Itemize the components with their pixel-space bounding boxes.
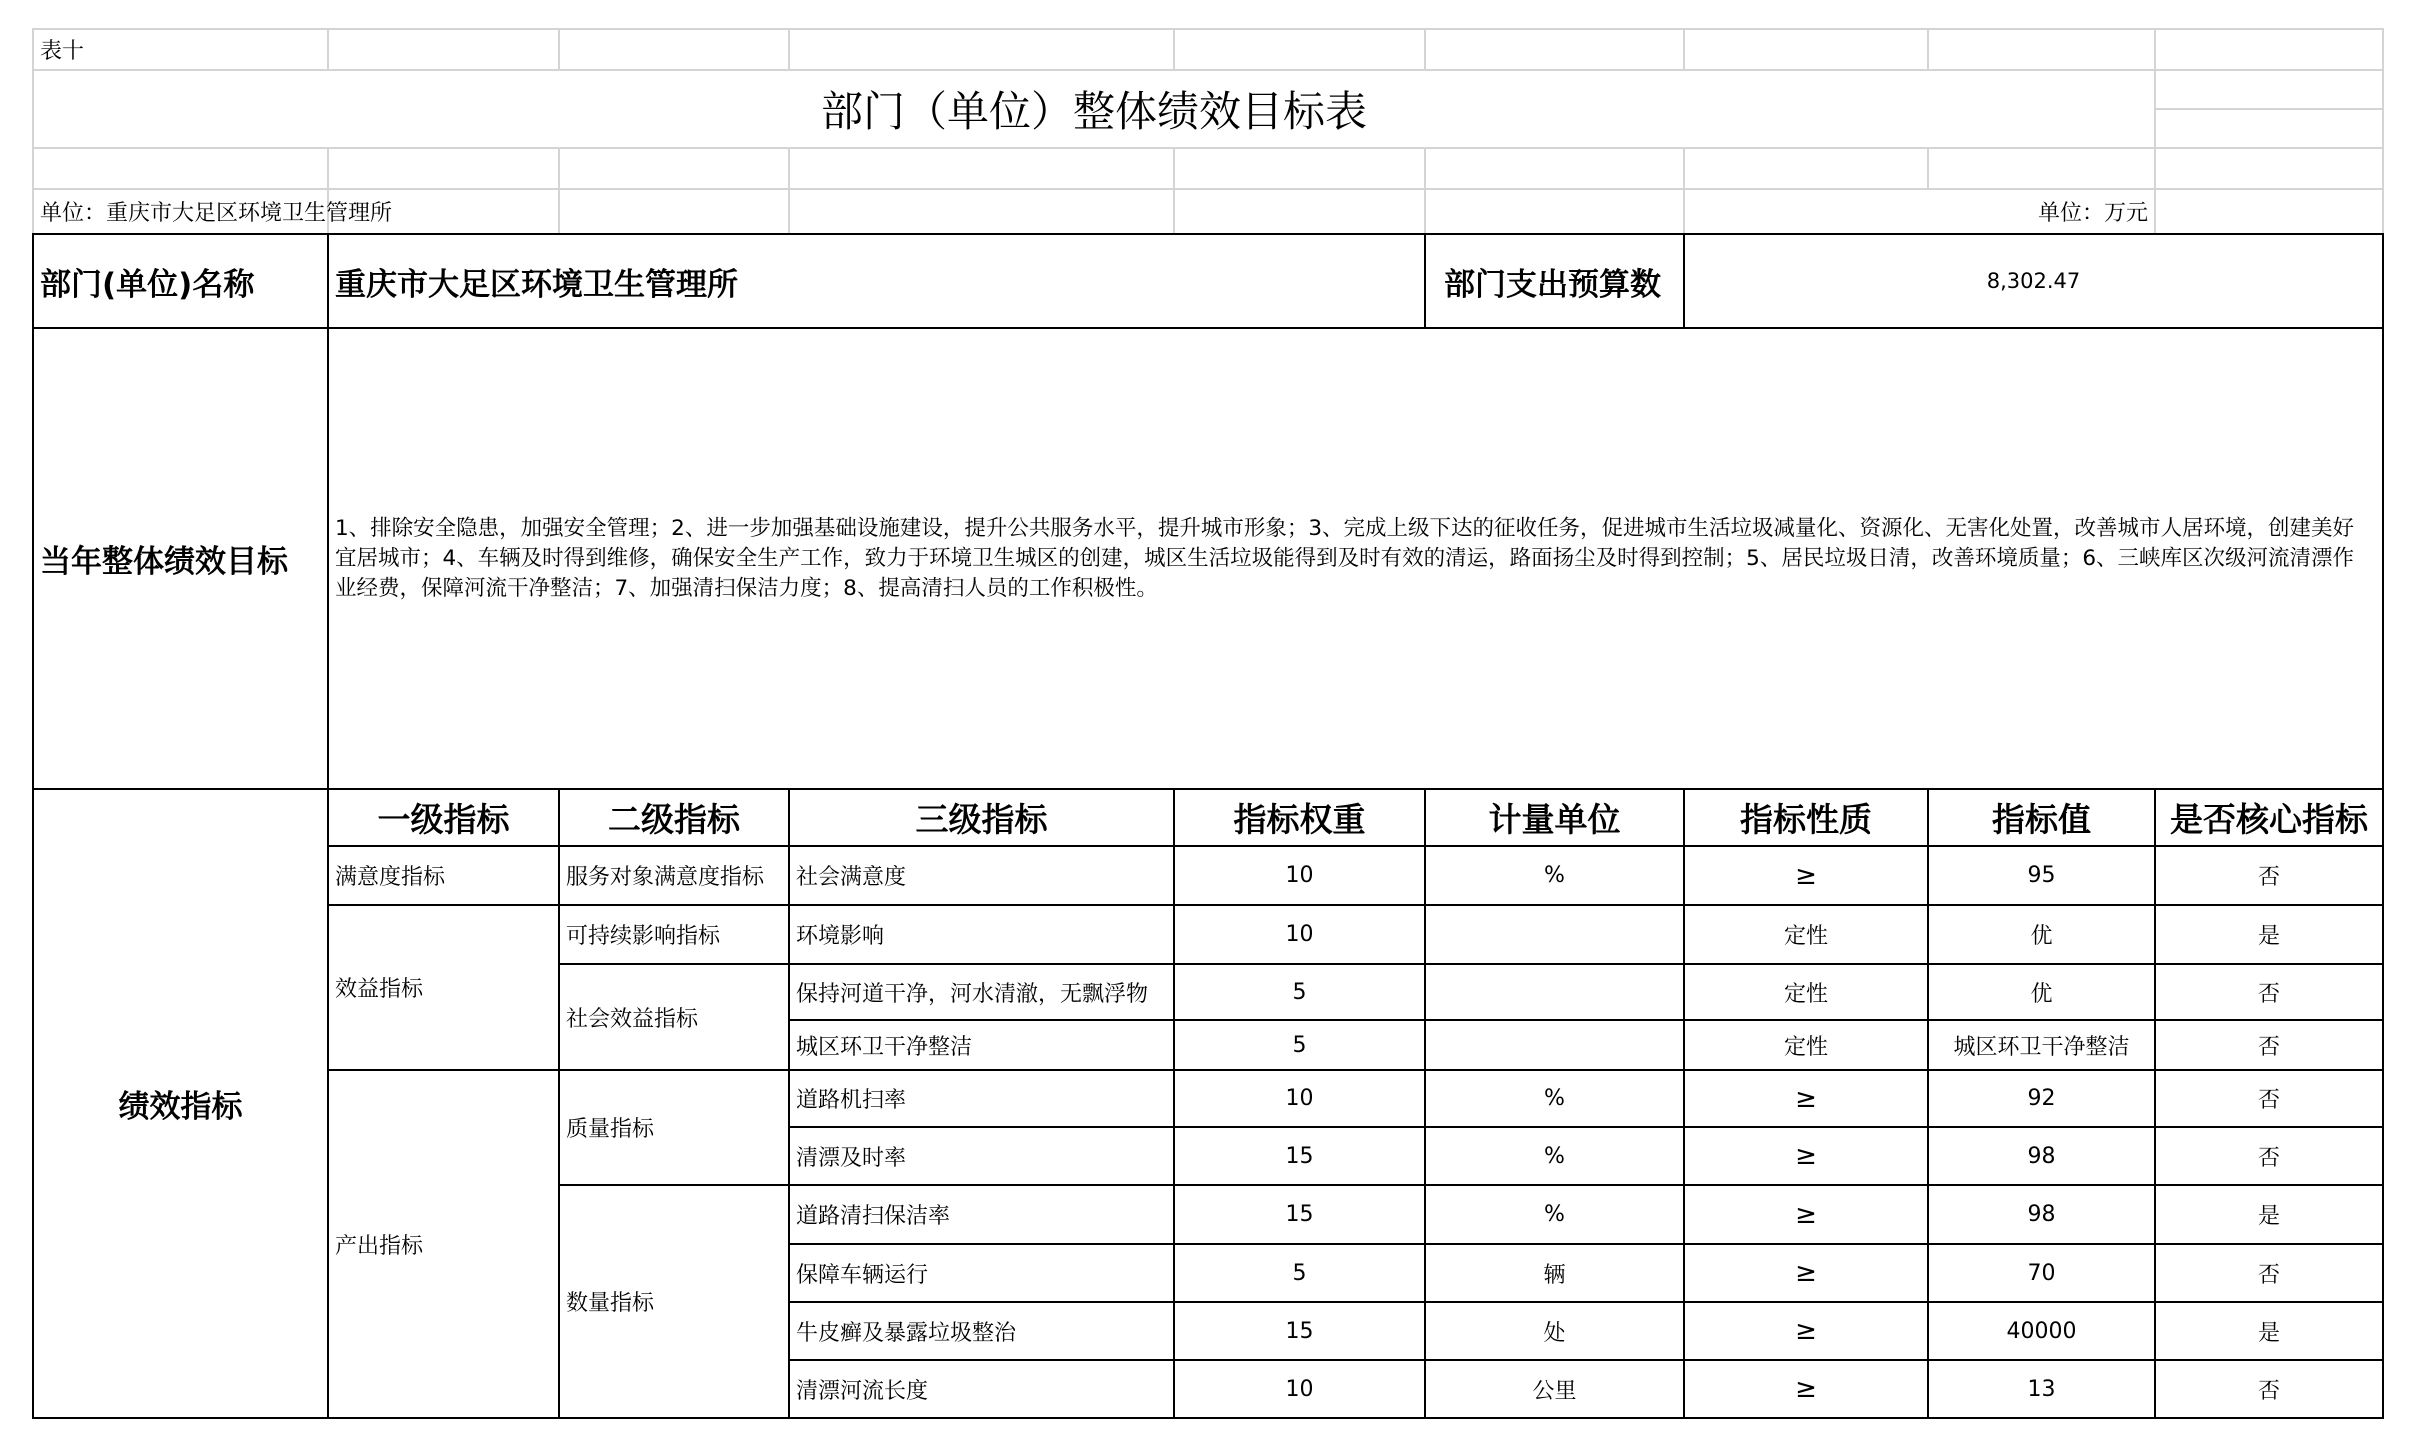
level2-quality: 质量指标 [566, 1117, 655, 1142]
level2-social-benefit: 社会效益指标 [566, 1006, 699, 1032]
grid-line [32, 147, 2384, 149]
level2-quantity: 数量指标 [566, 1291, 655, 1316]
table-border [32, 1417, 2384, 1419]
unit-left: 单位：重庆市大足区环境卫生管理所 [40, 200, 393, 226]
core-cell: 是 [2257, 924, 2280, 949]
level2-service-satisfaction: 服务对象满意度指标 [566, 865, 765, 890]
grid-line [788, 147, 790, 233]
level3-cell: 清漂河流长度 [796, 1378, 929, 1404]
unit-cell: % [1544, 1143, 1565, 1169]
value-cell: 98 [2027, 1143, 2056, 1169]
weight-cell: 15 [1285, 1318, 1314, 1344]
level1-benefit: 效益指标 [335, 977, 424, 1002]
nature-cell: ≥ [1795, 1316, 1817, 1346]
table-border [2382, 233, 2384, 1419]
grid-line [788, 28, 790, 70]
grid-line [327, 28, 329, 70]
grid-line [2382, 28, 2384, 233]
grid-line [558, 28, 560, 70]
weight-cell: 10 [1285, 863, 1314, 888]
header-value: 指标值 [1992, 800, 2091, 839]
level3-cell: 道路清扫保洁率 [796, 1204, 951, 1229]
weight-cell: 5 [1292, 979, 1307, 1005]
header-level1: 一级指标 [377, 800, 510, 839]
core-cell: 否 [2257, 865, 2280, 890]
grid-line [1424, 28, 1426, 70]
header-unit: 计量单位 [1488, 800, 1621, 839]
grid-line [1173, 147, 1175, 233]
nature-cell: 定性 [1783, 1034, 1828, 1060]
grid-line [2154, 108, 2384, 110]
core-cell: 是 [2257, 1320, 2280, 1346]
weight-cell: 10 [1285, 922, 1314, 947]
weight-cell: 10 [1285, 1086, 1314, 1111]
value-cell: 13 [2027, 1376, 2056, 1402]
unit-cell: 公里 [1532, 1378, 1577, 1404]
header-core: 是否核心指标 [2170, 800, 2368, 839]
level3-cell: 社会满意度 [796, 865, 907, 890]
header-nature: 指标性质 [1740, 800, 1872, 839]
core-cell: 否 [2257, 1145, 2280, 1171]
unit-cell: % [1544, 863, 1565, 888]
nature-cell: ≥ [1795, 1374, 1817, 1404]
unit-cell: % [1544, 1086, 1565, 1111]
weight-cell: 5 [1292, 1032, 1307, 1058]
level3-cell: 环境影响 [796, 924, 885, 949]
grid-line [1927, 147, 1929, 189]
grid-line [32, 28, 2384, 30]
nature-cell: 定性 [1783, 981, 1828, 1007]
grid-line [1683, 28, 1685, 70]
grid-line [1173, 28, 1175, 70]
core-cell: 否 [2257, 1262, 2280, 1288]
nature-cell: ≥ [1795, 1199, 1817, 1230]
core-cell: 否 [2257, 1034, 2280, 1060]
goal-text: 1、排除安全隐患，加强安全管理；2、进一步加强基础设施建设，提升公共服务水平，提升城市形象；3、完成上级下达的征收任务，促进城市生活垃圾减量化、资源化、无害化处置，改善城市人居环境，创建美好宜居城市；4、车辆及时得到维修，确保安全生产工作，致力于环境卫生城区的创建，城区生活垃圾能得到及时有效的清运，路面扬尘及时得到控制；5、居民垃圾日清，改善环境质量；6、三峡库区次级河流清漂作业经费，保障河流干净整洁；7、加强清扫保洁力度；8、提高清扫人员的工作积极性。 [335, 515, 2355, 601]
grid-line [1424, 147, 1426, 233]
value-cell: 城区环卫干净整洁 [1953, 1034, 2130, 1060]
level3-cell: 保障车辆运行 [796, 1262, 929, 1288]
weight-cell: 10 [1285, 1376, 1314, 1402]
weight-cell: 15 [1285, 1143, 1314, 1169]
nature-cell: 定性 [1783, 924, 1828, 949]
core-cell: 是 [2257, 1204, 2280, 1229]
unit-cell [1426, 906, 1683, 963]
nature-cell: ≥ [1795, 1258, 1817, 1288]
nature-cell: ≥ [1795, 1141, 1817, 1171]
grid-line [1683, 147, 1685, 233]
header-weight: 指标权重 [1233, 800, 1366, 839]
budget-value: 8,302.47 [1986, 269, 2081, 293]
value-cell: 98 [2027, 1202, 2056, 1227]
unit-cell: 处 [1543, 1320, 1566, 1346]
unit-right: 单位：万元 [2037, 200, 2148, 226]
goal-label: 当年整体绩效目标 [40, 544, 288, 580]
unit-cell: % [1544, 1202, 1565, 1227]
core-cell: 否 [2257, 1378, 2280, 1404]
header-level2: 二级指标 [608, 800, 740, 839]
page-title: 部门（单位）整体绩效目标表 [820, 86, 1367, 136]
nature-cell: ≥ [1795, 860, 1817, 891]
level3-cell: 牛皮癣及暴露垃圾整治 [796, 1320, 1017, 1346]
weight-cell: 5 [1292, 1260, 1307, 1286]
level3-cell: 清漂及时率 [796, 1145, 907, 1171]
sheet-label: 表十 [40, 39, 85, 64]
level3-cell: 城区环卫干净整洁 [796, 1034, 973, 1060]
value-cell: 优 [2030, 924, 2053, 949]
value-cell: 95 [2027, 863, 2056, 888]
weight-cell: 15 [1285, 1202, 1314, 1227]
dept-name-value: 重庆市大足区环境卫生管理所 [335, 266, 738, 303]
level1-satisfaction: 满意度指标 [335, 865, 446, 890]
core-cell: 否 [2257, 981, 2280, 1007]
value-cell: 92 [2027, 1086, 2056, 1111]
value-cell: 40000 [2006, 1318, 2077, 1344]
level2-sustainable-impact: 可持续影响指标 [566, 924, 721, 949]
unit-cell: 辆 [1543, 1262, 1566, 1288]
grid-line [2154, 28, 2156, 233]
budget-label: 部门支出预算数 [1444, 266, 1661, 303]
level3-cell: 道路机扫率 [796, 1088, 907, 1113]
unit-cell [1426, 1021, 1683, 1069]
value-cell: 70 [2027, 1260, 2056, 1286]
nature-cell: ≥ [1795, 1083, 1817, 1114]
level3-cell: 保持河道干净，河水清澈，无飘浮物 [796, 981, 1149, 1007]
indicator-section-label: 绩效指标 [118, 1089, 243, 1125]
dept-name-label: 部门(单位)名称 [40, 266, 255, 303]
grid-line [1927, 28, 1929, 70]
level1-output: 产出指标 [335, 1233, 424, 1259]
core-cell: 否 [2257, 1088, 2280, 1113]
header-level3: 三级指标 [915, 800, 1048, 839]
unit-cell [1426, 965, 1683, 1019]
value-cell: 优 [2030, 981, 2053, 1007]
table-border [1424, 233, 1426, 329]
